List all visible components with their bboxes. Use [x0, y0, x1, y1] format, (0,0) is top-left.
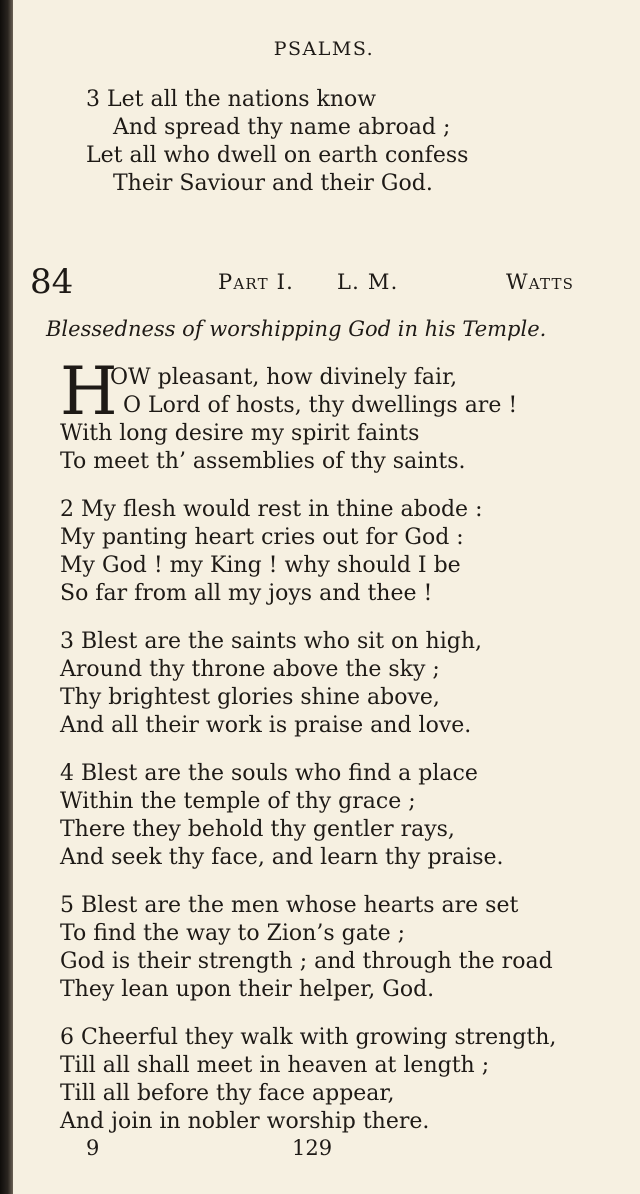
page-number: 129	[292, 1136, 333, 1160]
stanza-5-line: To find the way to Zion’s gate ;	[60, 921, 406, 946]
previous-hymn-line: Let all who dwell on earth confess	[86, 143, 469, 168]
hymn-meter: L. M.	[337, 270, 399, 294]
stanza-3-line: Around thy throne above the sky ;	[60, 657, 440, 682]
stanza-6-line: Till all before thy face appear,	[60, 1081, 395, 1106]
hymn-number: 84	[30, 262, 74, 302]
stanza-2-line: So far from all my joys and thee !	[60, 581, 433, 606]
stanza-3-line: And all their work is praise and love.	[60, 713, 472, 738]
stanza-6-line: 6 Cheerful they walk with growing strength,	[60, 1025, 557, 1050]
stanza-1-line: With long desire my spirit faints	[60, 421, 420, 446]
stanza-4-line: Within the temple of thy grace ;	[60, 789, 416, 814]
running-head: PSALMS.	[273, 38, 375, 60]
hymn-part: Part I.	[218, 270, 295, 294]
stanza-2-line: 2 My flesh would rest in thine abode :	[60, 497, 483, 522]
hymn-title: Blessedness of worshipping God in his Temple.	[46, 317, 547, 341]
previous-hymn-line: And spread thy name abroad ;	[113, 115, 451, 140]
drop-cap: H	[60, 353, 118, 430]
stanza-3-line: Thy brightest glories shine above,	[60, 685, 440, 710]
stanza-2-line: My panting heart cries out for God :	[60, 525, 464, 550]
previous-hymn-line: Their Saviour and their God.	[113, 171, 433, 196]
stanza-6-line: Till all shall meet in heaven at length ;	[60, 1053, 490, 1078]
stanza-6-line: And join in nobler worship there.	[60, 1109, 430, 1134]
stanza-1-line: To meet th’ assemblies of thy saints.	[60, 449, 466, 474]
signature-mark: 9	[86, 1136, 100, 1160]
stanza-3-line: 3 Blest are the saints who sit on high,	[60, 629, 482, 654]
hymn-author: Watts	[506, 270, 575, 294]
page-gutter-shadow	[0, 0, 13, 1194]
stanza-1-line: OW pleasant, how divinely fair,	[110, 365, 458, 390]
stanza-4-line: 4 Blest are the souls who find a place	[60, 761, 478, 786]
stanza-5-line: They lean upon their helper, God.	[60, 977, 435, 1002]
stanza-5-line: 5 Blest are the men whose hearts are set	[60, 893, 519, 918]
stanza-1-line: O Lord of hosts, thy dwellings are !	[123, 393, 518, 418]
stanza-4-line: And seek thy face, and learn thy praise.	[60, 845, 504, 870]
stanza-5-line: God is their strength ; and through the road	[60, 949, 553, 974]
stanza-2-line: My God ! my King ! why should I be	[60, 553, 461, 578]
stanza-4-line: There they behold thy gentler rays,	[60, 817, 455, 842]
previous-hymn-line: 3 Let all the nations know	[86, 87, 377, 112]
